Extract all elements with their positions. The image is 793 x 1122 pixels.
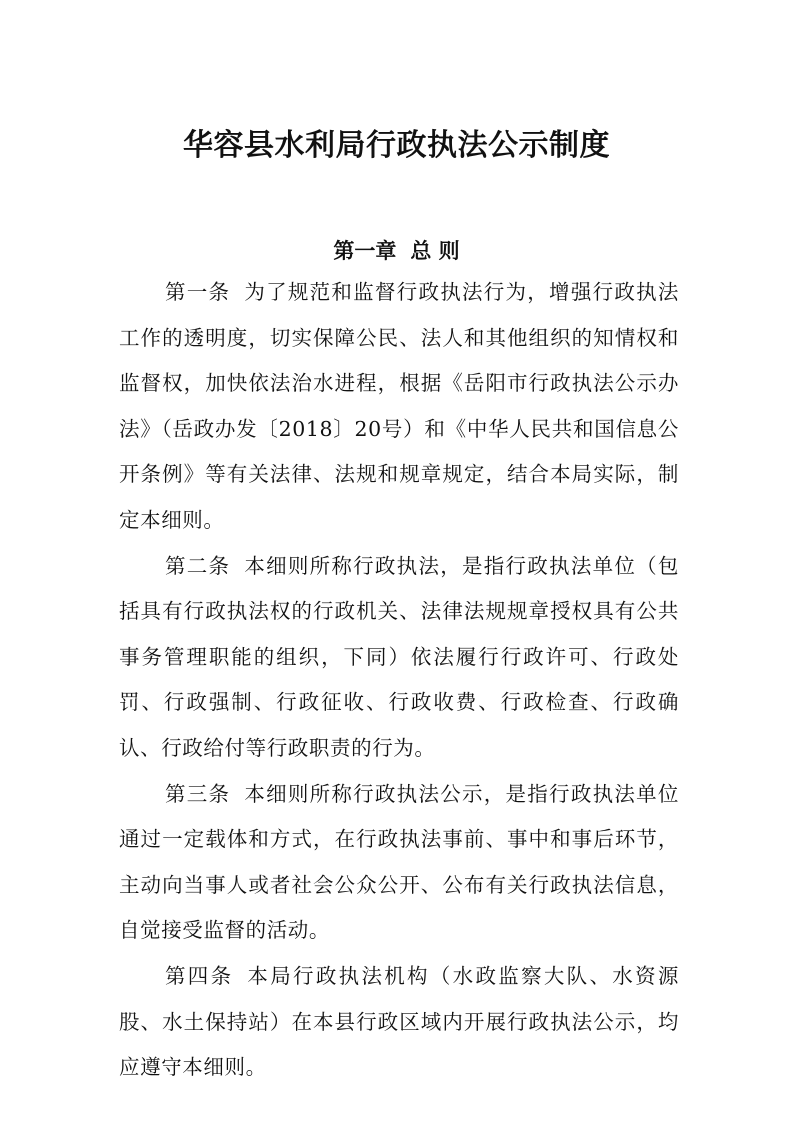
article-label: 第四条 bbox=[165, 963, 234, 988]
article-paragraph bbox=[119, 772, 679, 954]
chapter-number: 第一章 bbox=[333, 239, 397, 263]
article-paragraph bbox=[119, 270, 679, 544]
article-label: 第三条 bbox=[165, 781, 231, 806]
article-label: 第一条 bbox=[165, 280, 231, 304]
chapter-name: 总 则 bbox=[410, 239, 460, 263]
document-title: 华容县水利局行政执法公示制度 bbox=[183, 128, 610, 163]
article-label: 第二条 bbox=[165, 553, 231, 578]
article-text: 本局行政执法机构（水政监察大队、水资源股、水土保持站）在本县行政区域内开展行政执法公示，均应遵守本细则。 bbox=[119, 963, 679, 1080]
chapter-heading bbox=[0, 234, 793, 268]
article-text: 为了规范和监督行政执法行为，增强行政执法工作的透明度，切实保障公民、法人和其他组织的知情权和监督权，加快依法治水进程，根据《岳阳市行政执法公示办法》（岳政办发〔2018〕20号）和《中华人民共和国信息公开条例》等有关法律、法规和规章规定，结合本局实际，制定本细则。 bbox=[119, 280, 679, 532]
article-text: 本细则所称行政执法公示，是指行政执法单位通过一定载体和方式，在行政执法事前、事中和事后环节，主动向当事人或者社会公众公开、公布有关行政执法信息，自觉接受监督的活动。 bbox=[119, 781, 679, 943]
article-paragraph bbox=[119, 954, 679, 1091]
article-paragraph bbox=[119, 544, 679, 772]
document-body bbox=[119, 270, 679, 1091]
article-text: 本细则所称行政执法，是指行政执法单位（包括具有行政执法权的行政机关、法律法规规章授权具有公共事务管理职能的组织，下同）依法履行行政许可、行政处罚、行政强制、行政征收、行政收费、行政检查、行政确认、行政给付等行政职责的行为。 bbox=[119, 553, 679, 760]
